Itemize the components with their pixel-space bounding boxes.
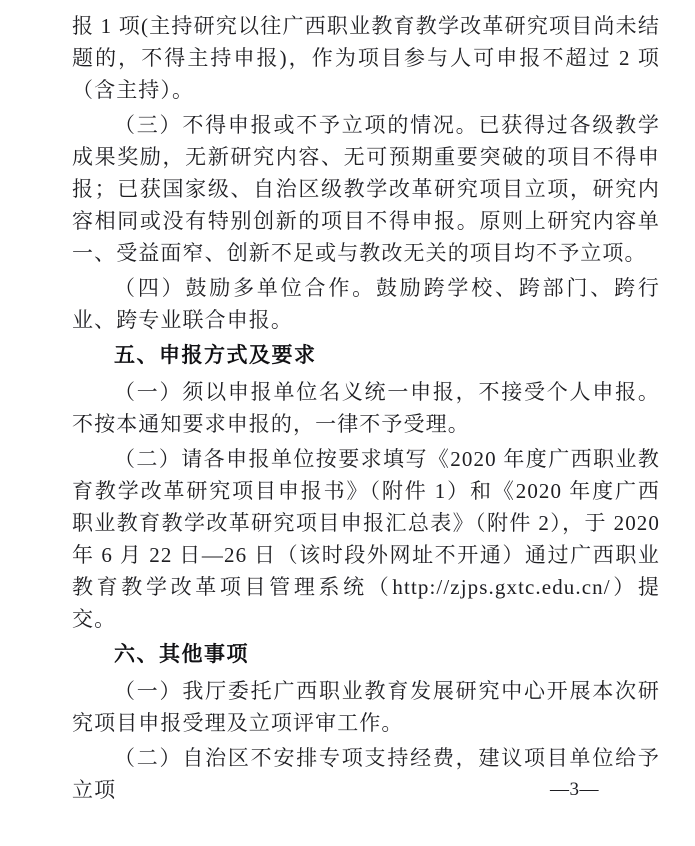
paragraph-section5-item-yi: （一）须以申报单位名义统一申报，不接受个人申报。不按本通知要求申报的，一律不予受理。 (72, 380, 660, 436)
section-heading-5: 五、申报方式及要求 (114, 344, 317, 367)
section-heading-6: 六、其他事项 (114, 643, 249, 666)
paragraph-item-si: （四）鼓励多单位合作。鼓励跨学校、跨部门、跨行业、跨专业联合申报。 (72, 276, 660, 332)
paragraph-section6-item-er: （二）自治区不安排专项支持经费，建议项目单位给予立项 (72, 746, 660, 802)
page-number: —3— (550, 779, 599, 800)
paragraph-section6-item-yi: （一）我厅委托广西职业教育发展研究中心开展本次研究项目申报受理及立项评审工作。 (72, 679, 660, 735)
paragraph-continued-from-previous-page: 报 1 项(主持研究以往广西职业教育教学改革研究项目尚未结题的，不得主持申报)，作为项目参与人可申报不超过 2 项（含主持）。 (72, 14, 660, 102)
paragraph-section5-item-er: （二）请各申报单位按要求填写《2020 年度广西职业教育教学改革研究项目申报书》（附件 1）和《2020 年度广西职业教育教学改革研究项目申报汇总表》（附件 2），于 2020 年 6 月 22 日—26 日（该时段外网址不开通）通过广西职业教育教学改革项目管理系统（http://zjps.gxtc.edu.cn/）提交。 (72, 447, 660, 631)
paragraph-item-san: （三）不得申报或不予立项的情况。已获得过各级教学成果奖励，无新研究内容、无可预期重要突破的项目不得申报；已获国家级、自治区级教学改革研究项目立项，研究内容相同或没有特别创新的项目不得申报。原则上研究内容单一、受益面窄、创新不足或与教改无关的项目均不予立项。 (72, 113, 660, 265)
